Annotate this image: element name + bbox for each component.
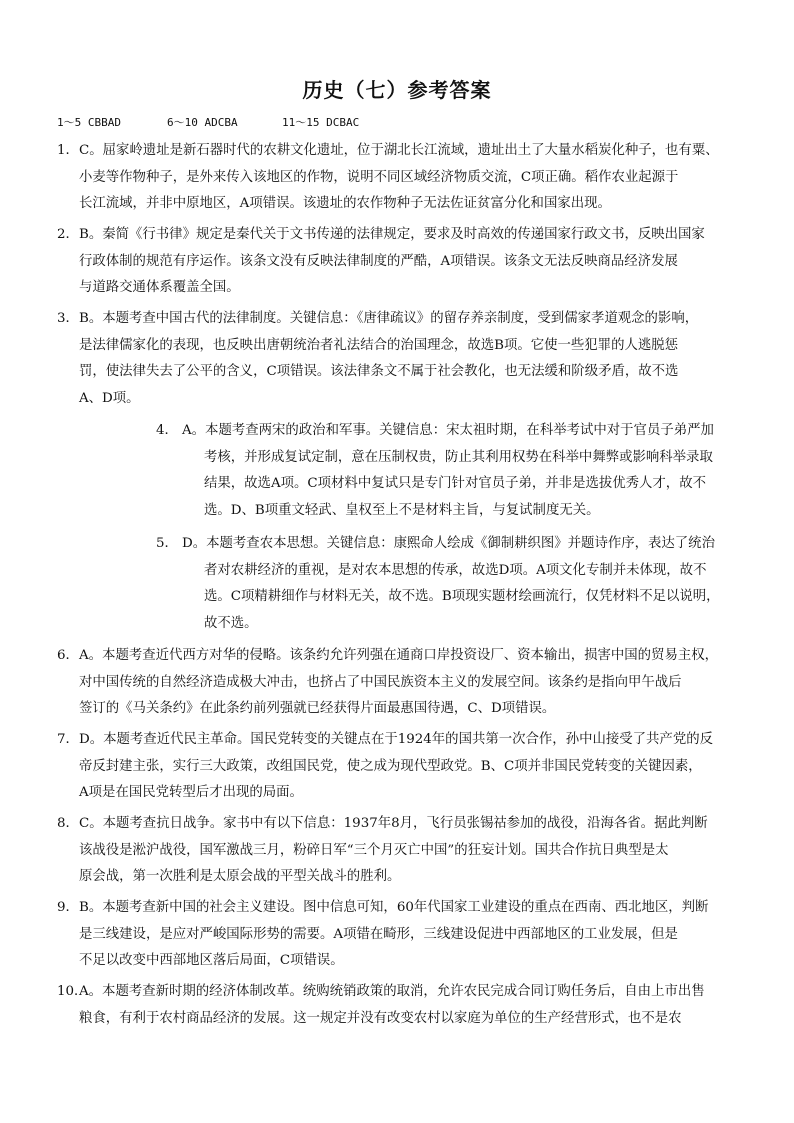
explanation-line: 行政体制的规范有序运作。该条文没有反映法律制度的严酷，A项错误。该条文无法反映商品经济发展 <box>79 253 678 269</box>
explanation-line <box>57 979 705 1006</box>
explanation-line: 签订的《马关条约》在此条约前列强就已经获得片面最惠国待遇，C、D项错误。 <box>79 701 556 716</box>
explanation-text: D。本题考查近代民主革命。国民党转变的关键点在于1924年的国共第一次合作，孙中山接受了共产党的反 <box>79 732 713 747</box>
explanation-text: B。本题考查中国古代的法律制度。关键信息：《唐律疏议》的留存养亲制度，受到儒家孝道观念的影响， <box>79 311 699 326</box>
question-explanation-6 <box>57 643 718 723</box>
question-explanation-8 <box>57 811 708 891</box>
explanation-line: A项是在国民党转型后才出现的局面。 <box>79 785 303 800</box>
explanation-line: 不足以改变中西部地区落后局面，C项错误。 <box>79 953 344 968</box>
question-explanation-4 <box>156 418 714 524</box>
question-explanation-10 <box>57 979 705 1032</box>
question-number: 2． <box>57 227 79 242</box>
explanation-text: C。本题考查抗日战争。家书中有以下信息：1937年8月，飞行员张锡祜参加的战役，沿海各省。据此判断 <box>79 816 708 831</box>
explanation-line: 帝反封建主张，实行三大政策，改组国民党，使之成为现代型政党。B、C项并非国民党转变的关键因素， <box>79 758 702 774</box>
answer-key-group-1: 1～5 CBBAD <box>57 116 121 129</box>
explanation-line: 小麦等作物种子，是外来传入该地区的作物，说明不同区域经济物质交流，C项正确。稻作农业起源于 <box>79 169 679 185</box>
explanation-line: 与道路交通体系覆盖全国。 <box>79 280 240 295</box>
question-number: 4． <box>156 423 178 438</box>
explanation-line: 结果，故选A项。C项材料中复试只是专门针对官员子弟，并非是选拔优秀人才，故不 <box>204 476 706 491</box>
question-number: 5． <box>156 536 178 551</box>
explanation-text: C。屈家岭遗址是新石器时代的农耕文化遗址，位于湖北长江流域，遗址出土了大量水稻炭化种子，也有粟、 <box>79 143 719 158</box>
explanation-text: A。本题考查新时期的经济体制改革。统购统销政策的取消，允许农民完成合同订购任务后，自由上市出售 <box>79 984 705 999</box>
explanation-line: 原会战，第一次胜利是太原会战的平型关战斗的胜利。 <box>79 869 401 884</box>
explanation-line <box>57 306 698 333</box>
question-number: 10． <box>57 984 88 999</box>
question-explanation-5 <box>156 531 720 637</box>
explanation-line: 对中国传统的自然经济造成极大冲击，也挤占了中国民族资本主义的发展空间。该条约是指向甲午战后 <box>79 674 682 690</box>
question-explanation-7 <box>57 727 713 807</box>
question-number: 1． <box>57 143 79 158</box>
explanation-text: B。本题考查新中国的社会主义建设。图中信息可知，60年代国家工业建设的重点在西南、西北地区，判断 <box>79 900 709 915</box>
question-explanation-3 <box>57 306 698 412</box>
explanation-line: 是法律儒家化的表现，也反映出唐朝统治者礼法结合的治国理念，故选B项。它使一些犯罪的人逃脱惩 <box>79 337 679 353</box>
explanation-text: A。本题考查两宋的政治和军事。关键信息：宋太祖时期，在科举考试中对于官员子弟严加 <box>182 423 714 438</box>
explanation-line <box>57 138 719 165</box>
explanation-line <box>57 895 708 922</box>
explanation-line: 选。D、B项重文轻武、皇权至上不是材料主旨，与复试制度无关。 <box>204 502 600 518</box>
explanation-line: 是三线建设，是应对严峻国际形势的需要。A项错在畸形，三线建设促进中西部地区的工业发展，但是 <box>79 926 678 942</box>
page-title: 历史（七）参考答案 <box>302 78 492 102</box>
explanation-line <box>57 811 708 838</box>
answer-key <box>57 114 359 130</box>
explanation-line: 选。C项精耕细作与材料无关，故不选。B项现实题材绘画流行，仅凭材料不足以说明， <box>204 589 720 604</box>
question-number: 9． <box>57 900 79 915</box>
explanation-line: 故不选。 <box>204 615 258 631</box>
explanation-line <box>156 418 714 445</box>
explanation-line: 长江流域，并非中原地区，A项错误。该遗址的农作物种子无法佐证贫富分化和国家出现。 <box>79 196 611 211</box>
explanation-line <box>57 222 705 249</box>
question-number: 7． <box>57 732 79 747</box>
explanation-line: 者对农耕经济的重视，是对农本思想的传承，故选D项。A项文化专制并未体现，故不 <box>204 562 707 578</box>
explanation-text: A。本题考查近代西方对华的侵略。该条约允许列强在通商口岸投资设厂、资本输出，损害中国的贸易主权， <box>79 648 719 663</box>
explanation-line: A、D项。 <box>79 390 140 406</box>
answer-key-group-3: 11～15 DCBAC <box>282 116 360 129</box>
explanation-line: 考核，并形成复试定制，意在压制权贵，防止其利用权势在科举中舞弊或影响科举录取 <box>204 449 713 465</box>
question-number: 8． <box>57 816 79 831</box>
explanation-text: D。本题考查农本思想。关键信息：康熙命人绘成《御制耕织图》并题诗作序，表达了统治 <box>182 536 715 551</box>
explanation-text: B。秦简《行书律》规定是秦代关于文书传递的法律规定，要求及时高效的传递国家行政文书，反映出国家 <box>79 227 705 242</box>
question-number: 6． <box>57 648 79 663</box>
explanation-line <box>156 531 720 558</box>
question-explanation-2 <box>57 222 705 302</box>
explanation-line: 罚，使法律失去了公平的含义，C项错误。该法律条文不属于社会教化，也无法缓和阶级矛盾，故不选 <box>79 364 679 379</box>
explanation-line <box>57 643 718 670</box>
explanation-line: 粮食，有利于农村商品经济的发展。这一规定并没有改变农村以家庭为单位的生产经营形式，也不是农 <box>79 1010 682 1026</box>
question-explanation-1 <box>57 138 719 218</box>
question-explanation-9 <box>57 895 708 975</box>
explanation-line: 该战役是淞沪战役，国军激战三月，粉碎日军“三个月灭亡中国”的狂妄计划。国共合作抗日典型是太 <box>79 842 669 858</box>
question-number: 3． <box>57 311 79 326</box>
answer-key-group-2: 6～10 ADCBA <box>167 116 238 129</box>
explanation-line <box>57 727 713 754</box>
